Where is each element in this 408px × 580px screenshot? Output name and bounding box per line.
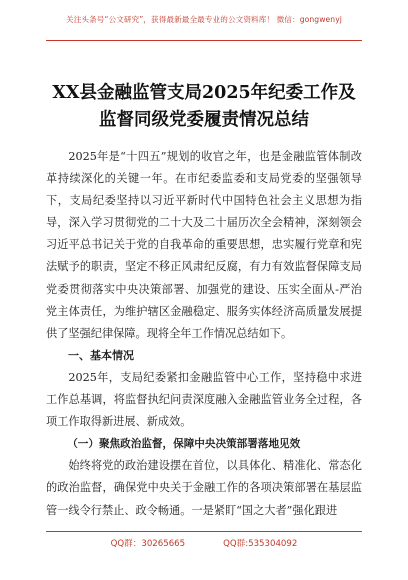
- document-body: [46, 146, 362, 522]
- footer: [0, 537, 408, 549]
- document-title: XX县金融监管支局2025年纪委工作及监督同级党委履责情况总结: [52, 83, 356, 130]
- intro-paragraph: 2025年是“十四五”规划的收官之年，也是金融监管体制改革持续深化的关键一年。在市纪委监委和支局党委的坚强领导下，支局纪委坚持以习近平新时代中国特色社会主义思想为指导，深入学习贯彻党的二十大及二十届历次全会精神，深刻领会习近平总书记关于党的自我革命的重要思想，忠实履行党章和宪法赋予的职责，坚定不移正风肃纪反腐，有力有效监督保障支局党委贯彻落实中央决策部署、加强党的建设、压实全面从-严治党主体责任，为维护辖区金融稳定、服务实体经济高质量发展提供了坚强纪律保障。现将全年工作情况总结如下。: [46, 150, 362, 340]
- header-divider: [46, 40, 362, 41]
- section-paragraph-basic: 2025年，支局纪委紧扣金融监管中心工作，坚持稳中求进工作总基调，将监督执纪问责深度融入金融监管业务全过程，各项工作取得新进展、新成效。: [46, 370, 362, 429]
- footer-divider: [46, 531, 362, 532]
- subsection-heading-political: （一）聚焦政治监督，保障中央决策部署落地见效: [67, 438, 301, 451]
- footer-qq-group-2: QQ群:535304092: [223, 539, 298, 549]
- footer-qq-group-1: QQ群：30265665: [110, 539, 186, 549]
- section-heading-basic: 一、基本情况: [68, 348, 134, 362]
- subsection-paragraph-political: 始终将党的政治建设摆在首位，以具体化、精准化、常态化的政治监督，确保党中央关于金融工作的各项决策部署在基层监管一线令行禁止、政令畅通。一是紧盯“国之大者”强化跟进: [46, 459, 362, 517]
- header-banner: 关注头条号“公文研究”，获得最新最全最专业的公文资料库！ 微信：gongwenyj: [66, 15, 342, 24]
